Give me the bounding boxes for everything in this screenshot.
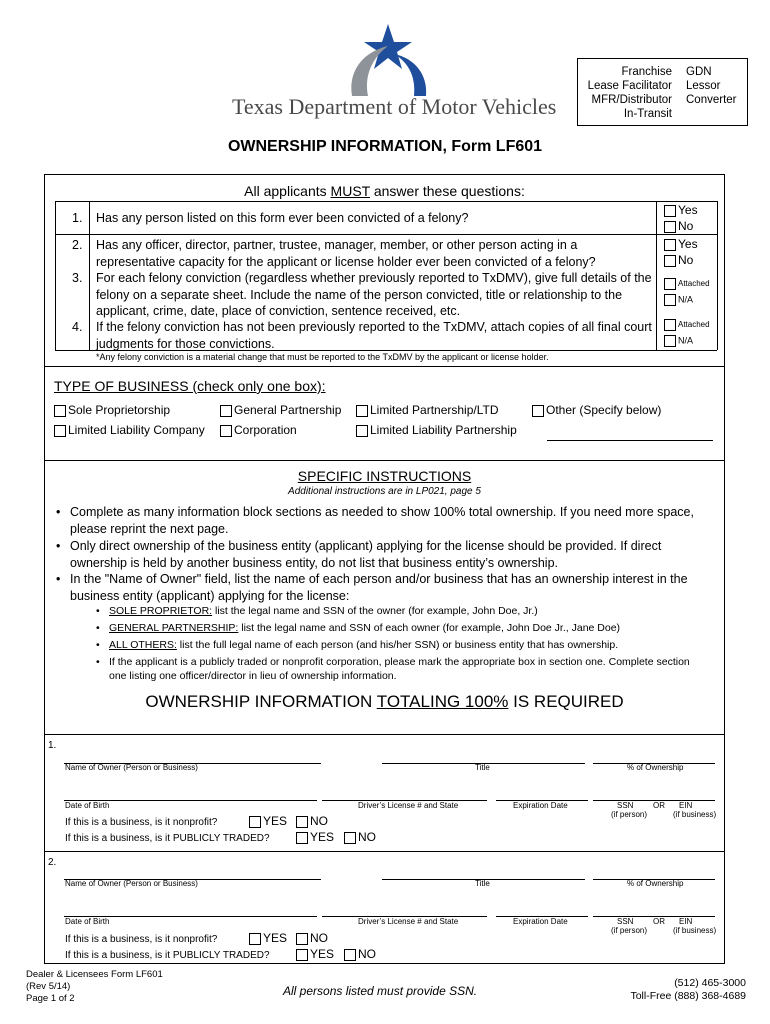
txdmv-logo xyxy=(342,22,434,98)
owner-2-traded-no[interactable]: NO xyxy=(344,947,376,961)
q3-number: 3. xyxy=(72,271,83,285)
owner-2-dob-label: Date of Birth xyxy=(65,917,110,926)
q1-number: 1. xyxy=(72,211,83,225)
owner-1-nonprofit-question: If this is a business, is it nonprofit? xyxy=(65,817,218,828)
star-logo-icon xyxy=(342,22,434,98)
owner-1-nonprofit-yes-checkbox[interactable] xyxy=(249,816,261,828)
instruction-general-partnership: GENERAL PARTNERSHIP: list the legal name and SSN of each owner (for example, John Doe Jr., Jane Doe) xyxy=(109,622,621,634)
corporation-option[interactable]: Corporation xyxy=(220,423,297,437)
instruction-3: In the "Name of Owner" field, list the name of each person and/or business that has an ownership interest in the business entity (applicant) applying for the license: xyxy=(70,572,688,603)
q3-text: For each felony conviction (regardless whether previously reported to TxDMV), give full details of the felony on a separate sheet. Include the name of the person convicted, title or relationship to the applicant, crime, date, place of conviction, sentence received, etc. xyxy=(96,271,652,318)
owner-1-traded-yes[interactable]: YES xyxy=(296,830,334,844)
instruction-public-nonprofit: If the applicant is a publicly traded or nonprofit corporation, please mark the appropriate box in section one. Complete section one listing one officer/director in lieu of ownership information. xyxy=(109,656,690,682)
footer-tollfree: Toll-Free (888) 368-4689 xyxy=(630,990,746,1002)
owner-2-nonprofit-question: If this is a business, is it nonprofit? xyxy=(65,934,218,945)
footer-left xyxy=(26,969,163,1005)
q-table-right xyxy=(717,201,718,350)
other-specify-field[interactable] xyxy=(547,440,713,441)
q3-attached-option[interactable]: Attached xyxy=(664,278,710,290)
q3-na-option[interactable]: N/A xyxy=(664,294,693,306)
q4-number: 4. xyxy=(72,320,83,334)
q4-attached-option[interactable]: Attached xyxy=(664,319,710,331)
limited-partnership-checkbox[interactable] xyxy=(356,405,368,417)
general-partnership-option[interactable]: General Partnership xyxy=(220,403,341,417)
q4-na-checkbox[interactable] xyxy=(664,335,676,347)
other-business-checkbox[interactable] xyxy=(532,405,544,417)
owner-2-ssn-sublabel: (if person) xyxy=(611,926,648,935)
type-gdn: GDN xyxy=(686,66,712,78)
q4-text: If the felony conviction has not been previously reported to the TxDMV, attach copies of all final court judgments for those convictions. xyxy=(96,320,652,351)
felony-note: *Any felony conviction is a material change that must be reported to the TxDMV by the applicant or license holder. xyxy=(96,352,549,362)
q4-na-option[interactable]: N/A xyxy=(664,335,693,347)
owner-2-nonprofit-no-checkbox[interactable] xyxy=(296,933,308,945)
sole-proprietorship-option[interactable]: Sole Proprietorship xyxy=(54,403,170,417)
q1-no-option[interactable]: No xyxy=(664,219,693,233)
q4-attached-checkbox[interactable] xyxy=(664,319,676,331)
llc-option[interactable]: Limited Liability Company xyxy=(54,423,205,437)
owner-2-nonprofit-yes[interactable]: YES xyxy=(249,931,287,945)
agency-name: Texas Department of Motor Vehicles xyxy=(232,94,557,119)
owner-2-nonprofit-no[interactable]: NO xyxy=(296,931,328,945)
q3-na-checkbox[interactable] xyxy=(664,294,676,306)
instruction-2: Only direct ownership of the business entity (applicant) applying for the license should be provided. If direct ownership is held by another business entity, do not list that business entity’s ownership. xyxy=(70,539,662,570)
sub-bullet-1: • xyxy=(96,605,100,617)
q-table-num-divider xyxy=(89,201,90,350)
sub-bullet-4: • xyxy=(96,656,100,668)
type-in-transit: In-Transit xyxy=(623,108,672,120)
owner-1-title-label: Title xyxy=(475,763,490,772)
owner-1-ssn-label: SSN xyxy=(617,801,634,810)
owner-1-exp-label: Expiration Date xyxy=(513,801,568,810)
instruction-1: Complete as many information block sections as needed to show 100% total ownership. If you need more space, please reprint the next page. xyxy=(70,505,694,536)
type-lessor: Lessor xyxy=(686,80,721,92)
owner-2-traded-yes-checkbox[interactable] xyxy=(296,949,308,961)
instructions-heading: SPECIFIC INSTRUCTIONS xyxy=(297,468,472,484)
questions-heading: All applicants MUST answer these questions: xyxy=(244,183,525,199)
q-table-top xyxy=(55,201,717,202)
bullet-1: • xyxy=(56,505,61,519)
sole-proprietorship-checkbox[interactable] xyxy=(54,405,66,417)
owner-block-2-number: 2. xyxy=(48,857,57,868)
type-franchise: Franchise xyxy=(621,66,672,78)
owner-1-nonprofit-no-checkbox[interactable] xyxy=(296,816,308,828)
footer-page-number: Page 1 of 2 xyxy=(26,993,75,1004)
license-types-box xyxy=(577,58,748,126)
owner-2-traded-yes[interactable]: YES xyxy=(296,947,334,961)
footer-phone: (512) 465-3000 xyxy=(674,977,746,989)
instruction-sole-proprietor: SOLE PROPRIETOR: list the legal name and SSN of the owner (for example, John Doe, Jr.) xyxy=(109,605,538,617)
q-table-left xyxy=(55,201,56,350)
owner-2-ssn-label: SSN xyxy=(617,917,634,926)
owner-1-percent-label: % of Ownership xyxy=(627,763,684,772)
owner-1-dob-label: Date of Birth xyxy=(65,801,110,810)
owner-2-traded-question: If this is a business, is it PUBLICLY TRADED? xyxy=(65,950,270,961)
type-converter: Converter xyxy=(686,94,737,106)
bullet-2: • xyxy=(56,539,61,553)
page-title: OWNERSHIP INFORMATION, Form LF601 xyxy=(227,138,543,155)
owner-2-ein-sublabel: (if business) xyxy=(673,926,717,935)
owner-2-ein-label: EIN xyxy=(679,917,693,926)
footer-contact xyxy=(630,977,746,1003)
q2-text: Has any officer, director, partner, trustee, manager, member, or other person acting in a representative capacity for the applicant or license holder ever been convicted of a felony? xyxy=(96,238,596,269)
q1-yes-checkbox[interactable] xyxy=(664,205,676,217)
general-partnership-checkbox[interactable] xyxy=(220,405,232,417)
q1-text: Has any person listed on this form ever been convicted of a felony? xyxy=(96,211,469,225)
q3-attached-checkbox[interactable] xyxy=(664,278,676,290)
instruction-all-others: ALL OTHERS: list the full legal name of each person (and his/her SSN) or business entity that has ownership. xyxy=(109,639,619,651)
sub-bullet-3: • xyxy=(96,639,100,651)
q2-no-checkbox[interactable] xyxy=(664,255,676,267)
limited-partnership-option[interactable]: Limited Partnership/LTD xyxy=(356,403,499,417)
q2-yes-checkbox[interactable] xyxy=(664,239,676,251)
owner-1-ein-label: EIN xyxy=(679,801,693,810)
business-type-heading: TYPE OF BUSINESS (check only one box): xyxy=(54,378,326,394)
q2-number: 2. xyxy=(72,238,83,252)
owner-2-title-label: Title xyxy=(475,879,490,888)
owner-1-ein-sublabel: (if business) xyxy=(673,810,717,819)
owner-2-dl-label: Driver’s License # and State xyxy=(358,917,459,926)
owner-2-traded-no-checkbox[interactable] xyxy=(344,949,356,961)
instructions-subheading: Additional instructions are in LP021, page 5 xyxy=(288,486,481,497)
section-divider-2 xyxy=(44,460,725,461)
owner-1-dl-label: Driver’s License # and State xyxy=(358,801,459,810)
corporation-checkbox[interactable] xyxy=(220,425,232,437)
q-table-answer-divider xyxy=(656,201,657,350)
owner-2-exp-label: Expiration Date xyxy=(513,917,568,926)
owner-1-traded-no-checkbox[interactable] xyxy=(344,832,356,844)
owner-2-name-label: Name of Owner (Person or Business) xyxy=(65,879,198,888)
owner-block-2-top xyxy=(44,851,725,852)
ownership-requirement: OWNERSHIP INFORMATION TOTALING 100% IS REQUIRED xyxy=(145,692,624,711)
q2-no-option[interactable]: No xyxy=(664,253,693,267)
owner-1-or-label: OR xyxy=(653,801,665,810)
q1-yes-option[interactable]: Yes xyxy=(664,203,698,217)
q2-yes-option[interactable]: Yes xyxy=(664,237,698,251)
type-lease-facilitator: Lease Facilitator xyxy=(587,80,672,92)
owner-2-or-label: OR xyxy=(653,917,665,926)
owner-1-nonprofit-no[interactable]: NO xyxy=(296,814,328,828)
owner-1-traded-no[interactable]: NO xyxy=(344,830,376,844)
sub-bullet-2: • xyxy=(96,622,100,634)
q-table-divider xyxy=(55,234,717,235)
q1-no-checkbox[interactable] xyxy=(664,221,676,233)
section-divider-1 xyxy=(44,366,725,367)
bullet-3: • xyxy=(56,572,61,586)
llc-checkbox[interactable] xyxy=(54,425,66,437)
owner-1-traded-question: If this is a business, is it PUBLICLY TRADED? xyxy=(65,833,270,844)
llp-option[interactable]: Limited Liability Partnership xyxy=(356,423,517,437)
footer-ssn-note: All persons listed must provide SSN. xyxy=(283,984,478,998)
owner-2-nonprofit-yes-checkbox[interactable] xyxy=(249,933,261,945)
other-business-option[interactable]: Other (Specify below) xyxy=(532,403,661,417)
owner-2-percent-label: % of Ownership xyxy=(627,879,684,888)
llp-checkbox[interactable] xyxy=(356,425,368,437)
owner-1-traded-yes-checkbox[interactable] xyxy=(296,832,308,844)
owner-block-1-number: 1. xyxy=(48,740,57,751)
type-mfr-distributor: MFR/Distributor xyxy=(591,94,672,106)
footer-revision: (Rev 5/14) xyxy=(26,981,71,992)
owner-block-1-top xyxy=(44,734,725,735)
owner-1-ssn-sublabel: (if person) xyxy=(611,810,648,819)
owner-1-nonprofit-yes[interactable]: YES xyxy=(249,814,287,828)
footer-form-name: Dealer & Licensees Form LF601 xyxy=(26,969,163,980)
owner-1-name-label: Name of Owner (Person or Business) xyxy=(65,763,198,772)
